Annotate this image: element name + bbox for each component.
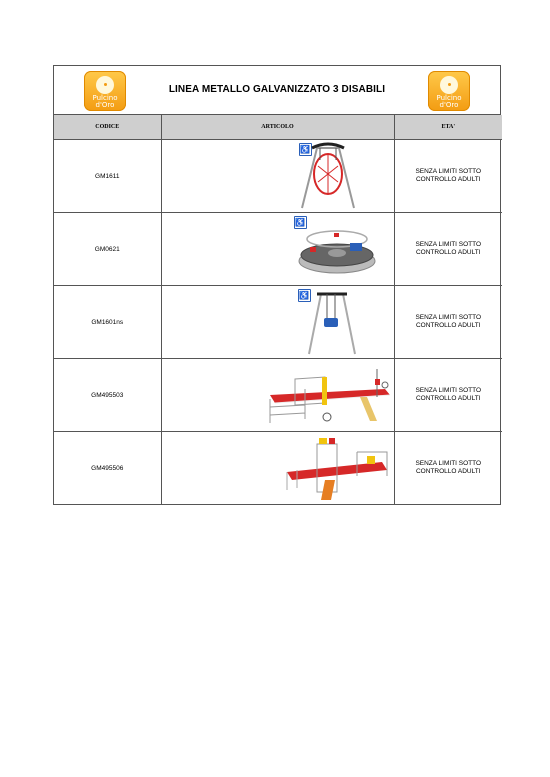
age-cell: SENZA LIMITI SOTTO CONTROLLO ADULTI [415,460,482,475]
product-image-cell [161,359,394,432]
product-code: GM495503 [54,359,161,432]
product-image-cell [161,140,394,213]
age-cell: SENZA LIMITI SOTTO CONTROLLO ADULTI [394,140,502,213]
wheelchair-icon: ♿ [295,218,305,227]
table-row [54,286,502,359]
product-sheet [53,65,501,505]
column-header-articolo: ARTICOLO [161,115,394,140]
logo-text: Pulcino d'Oro [92,94,118,109]
column-header-eta: ETA' [394,115,502,140]
nest-swing-image [287,140,367,212]
table-row [54,213,502,286]
product-code: GM1611 [54,140,161,213]
title-row [54,66,500,115]
play-structure-image [277,432,397,504]
pulcino-doro-logo-right [428,71,470,111]
page-title: LINEA METALLO GALVANIZZATO 3 DISABILI [168,84,386,95]
product-code: GM0621 [54,213,161,286]
product-image-cell [161,432,394,505]
table-row [54,140,502,213]
age-cell: SENZA LIMITI SOTTO CONTROLLO ADULTI [394,213,502,286]
table-row [54,432,502,505]
product-image-cell [161,286,394,359]
carousel-image [292,213,382,285]
column-header-codice: CODICE [54,115,161,140]
product-code: GM495506 [54,432,161,505]
table-row [54,359,502,432]
logo-text: Pulcino d'Oro [436,94,462,109]
age-cell: SENZA LIMITI SOTTO CONTROLLO ADULTI [394,359,502,432]
play-structure-image [265,359,395,431]
product-table [54,115,502,504]
product-image-cell [161,213,394,286]
wheelchair-icon: ♿ [300,145,310,154]
wheelchair-icon: ♿ [299,291,309,300]
product-code: GM1601ns [54,286,161,359]
age-cell: SENZA LIMITI SOTTO CONTROLLO ADULTI [394,286,502,359]
accessible-swing-image [297,286,367,358]
